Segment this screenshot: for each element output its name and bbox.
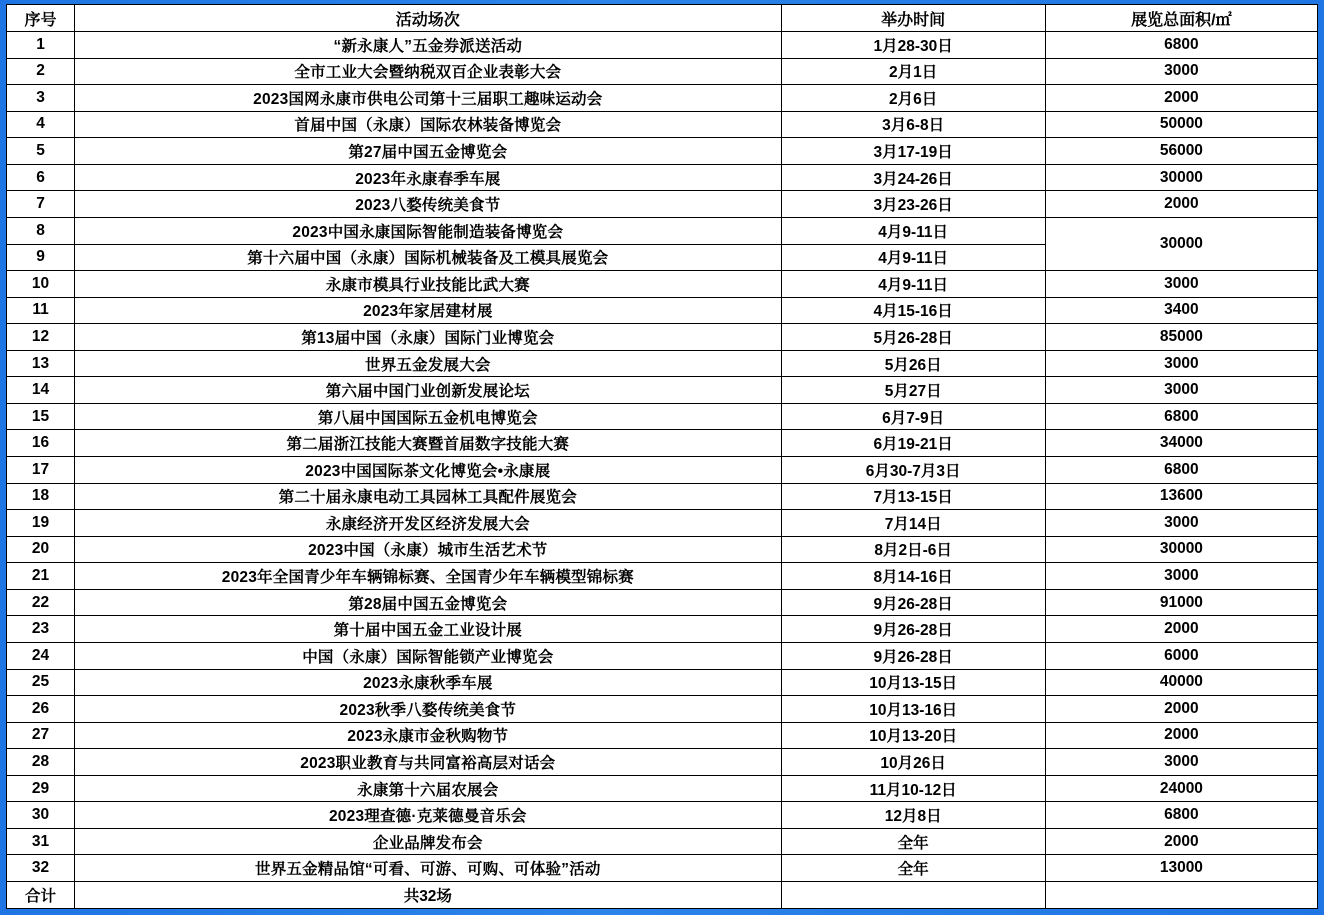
cell-activity-name: 2023国网永康市供电公司第十三届职工趣味运动会 [75,85,782,112]
cell-area: 30000 [1045,217,1317,270]
footer-label: 合计 [7,882,75,909]
cell-date: 5月26-28日 [781,324,1045,351]
cell-date: 4月9-11日 [781,271,1045,298]
cell-area: 85000 [1045,324,1317,351]
cell-date: 10月13-15日 [781,669,1045,696]
cell-date: 2月1日 [781,58,1045,85]
cell-activity-name: 第二十届永康电动工具园林工具配件展览会 [75,483,782,510]
table-row [7,642,1318,669]
cell-activity-name: 第28届中国五金博览会 [75,589,782,616]
cell-date: 全年 [781,828,1045,855]
table-row [7,58,1318,85]
table-row [7,217,1318,244]
cell-area: 91000 [1045,589,1317,616]
table-row [7,32,1318,59]
cell-date: 3月6-8日 [781,111,1045,138]
cell-area: 50000 [1045,111,1317,138]
table-row [7,722,1318,749]
cell-activity-name: 2023秋季八婺传统美食节 [75,696,782,723]
cell-no: 25 [7,669,75,696]
cell-area: 3000 [1045,58,1317,85]
cell-date: 2月6日 [781,85,1045,112]
table-row [7,430,1318,457]
cell-date: 全年 [781,855,1045,882]
cell-no: 10 [7,271,75,298]
table-row [7,164,1318,191]
table-row [7,191,1318,218]
cell-date: 9月26-28日 [781,589,1045,616]
cell-area: 2000 [1045,85,1317,112]
cell-activity-name: 2023年永康春季车展 [75,164,782,191]
cell-date: 9月26-28日 [781,616,1045,643]
cell-activity-name: 2023永康市金秋购物节 [75,722,782,749]
cell-no: 15 [7,403,75,430]
cell-no: 16 [7,430,75,457]
table-row [7,828,1318,855]
cell-area: 40000 [1045,669,1317,696]
cell-date: 7月14日 [781,510,1045,537]
cell-activity-name: 第六届中国门业创新发展论坛 [75,377,782,404]
cell-no: 2 [7,58,75,85]
cell-area: 2000 [1045,696,1317,723]
cell-date: 8月2日-6日 [781,536,1045,563]
cell-date: 10月26日 [781,749,1045,776]
table-row [7,271,1318,298]
cell-no: 3 [7,85,75,112]
cell-date: 1月28-30日 [781,32,1045,59]
cell-no: 32 [7,855,75,882]
cell-area: 2000 [1045,616,1317,643]
activity-schedule-table [6,4,1318,909]
table-row [7,696,1318,723]
table-row [7,563,1318,590]
cell-date: 3月24-26日 [781,164,1045,191]
cell-activity-name: 企业品牌发布会 [75,828,782,855]
header-row [7,5,1318,32]
cell-date: 7月13-15日 [781,483,1045,510]
cell-date: 12月8日 [781,802,1045,829]
header-cell-date: 举办时间 [781,5,1045,32]
cell-date: 10月13-20日 [781,722,1045,749]
cell-area: 13000 [1045,855,1317,882]
cell-area: 30000 [1045,536,1317,563]
cell-no: 12 [7,324,75,351]
cell-area: 3000 [1045,749,1317,776]
cell-no: 22 [7,589,75,616]
cell-date: 8月14-16日 [781,563,1045,590]
table-row [7,111,1318,138]
cell-no: 6 [7,164,75,191]
cell-no: 31 [7,828,75,855]
cell-area: 6800 [1045,32,1317,59]
cell-no: 30 [7,802,75,829]
cell-date: 4月15-16日 [781,297,1045,324]
cell-no: 27 [7,722,75,749]
table-row [7,483,1318,510]
table-row [7,536,1318,563]
cell-date: 9月26-28日 [781,642,1045,669]
cell-date: 4月9-11日 [781,244,1045,271]
cell-area: 3000 [1045,563,1317,590]
cell-activity-name: 永康市模具行业技能比武大赛 [75,271,782,298]
cell-activity-name: 2023年全国青少年车辆锦标赛、全国青少年车辆模型锦标赛 [75,563,782,590]
cell-no: 28 [7,749,75,776]
cell-date: 5月27日 [781,377,1045,404]
cell-activity-name: 2023中国国际茶文化博览会•永康展 [75,457,782,484]
cell-area: 2000 [1045,191,1317,218]
table-row [7,297,1318,324]
cell-activity-name: 世界五金精品馆“可看、可游、可购、可体验”活动 [75,855,782,882]
cell-activity-name: 2023永康秋季车展 [75,669,782,696]
cell-area: 6000 [1045,642,1317,669]
cell-area: 6800 [1045,457,1317,484]
table-row [7,350,1318,377]
cell-activity-name: 中国（永康）国际智能锁产业博览会 [75,642,782,669]
cell-no: 20 [7,536,75,563]
cell-no: 1 [7,32,75,59]
table-header [7,5,1318,32]
cell-area: 3000 [1045,510,1317,537]
footer-date [781,882,1045,909]
footer-total-sessions: 共32场 [75,882,782,909]
table-row [7,85,1318,112]
table-row [7,377,1318,404]
cell-area: 3000 [1045,350,1317,377]
cell-activity-name: 2023中国永康国际智能制造装备博览会 [75,217,782,244]
cell-no: 11 [7,297,75,324]
cell-activity-name: 永康第十六届农展会 [75,775,782,802]
table-row [7,510,1318,537]
cell-activity-name: 第二届浙江技能大赛暨首届数字技能大赛 [75,430,782,457]
cell-no: 5 [7,138,75,165]
cell-date: 11月10-12日 [781,775,1045,802]
cell-no: 17 [7,457,75,484]
table-row [7,749,1318,776]
cell-no: 8 [7,217,75,244]
table-row [7,324,1318,351]
cell-date: 10月13-16日 [781,696,1045,723]
cell-activity-name: 第十届中国五金工业设计展 [75,616,782,643]
cell-area: 2000 [1045,828,1317,855]
cell-activity-name: 2023理查德·克莱德曼音乐会 [75,802,782,829]
table-row [7,616,1318,643]
table-row [7,775,1318,802]
cell-area: 3400 [1045,297,1317,324]
header-cell-no: 序号 [7,5,75,32]
cell-date: 3月23-26日 [781,191,1045,218]
cell-activity-name: 2023中国（永康）城市生活艺术节 [75,536,782,563]
cell-date: 6月7-9日 [781,403,1045,430]
cell-no: 24 [7,642,75,669]
cell-no: 7 [7,191,75,218]
cell-activity-name: 第十六届中国（永康）国际机械装备及工模具展览会 [75,244,782,271]
cell-activity-name: 世界五金发展大会 [75,350,782,377]
cell-area: 24000 [1045,775,1317,802]
table-footer-row [7,882,1318,909]
cell-no: 26 [7,696,75,723]
cell-area: 13600 [1045,483,1317,510]
cell-area: 3000 [1045,271,1317,298]
table-body [7,32,1318,909]
cell-date: 6月19-21日 [781,430,1045,457]
cell-no: 18 [7,483,75,510]
cell-date: 3月17-19日 [781,138,1045,165]
header-cell-area: 展览总面积/㎡ [1045,5,1317,32]
cell-area: 6800 [1045,802,1317,829]
cell-activity-name: 第13届中国（永康）国际门业博览会 [75,324,782,351]
cell-date: 5月26日 [781,350,1045,377]
table-row [7,802,1318,829]
cell-no: 4 [7,111,75,138]
cell-activity-name: 2023职业教育与共同富裕高层对话会 [75,749,782,776]
cell-date: 6月30-7月3日 [781,457,1045,484]
table-row [7,138,1318,165]
table-row [7,669,1318,696]
cell-no: 13 [7,350,75,377]
cell-no: 21 [7,563,75,590]
cell-area: 2000 [1045,722,1317,749]
cell-no: 14 [7,377,75,404]
cell-no: 29 [7,775,75,802]
cell-area: 34000 [1045,430,1317,457]
cell-area: 30000 [1045,164,1317,191]
cell-activity-name: 全市工业大会暨纳税双百企业表彰大会 [75,58,782,85]
cell-activity-name: 第八届中国国际五金机电博览会 [75,403,782,430]
cell-area: 6800 [1045,403,1317,430]
header-cell-name: 活动场次 [75,5,782,32]
cell-no: 23 [7,616,75,643]
footer-area [1045,882,1317,909]
cell-activity-name: 2023八婺传统美食节 [75,191,782,218]
table-row [7,403,1318,430]
cell-date: 4月9-11日 [781,217,1045,244]
cell-activity-name: 第27届中国五金博览会 [75,138,782,165]
cell-area: 3000 [1045,377,1317,404]
cell-activity-name: 2023年家居建材展 [75,297,782,324]
cell-activity-name: 首届中国（永康）国际农林装备博览会 [75,111,782,138]
cell-no: 19 [7,510,75,537]
cell-activity-name: 永康经济开发区经济发展大会 [75,510,782,537]
cell-activity-name: “新永康人”五金券派送活动 [75,32,782,59]
table-row [7,589,1318,616]
table-row [7,457,1318,484]
cell-no: 9 [7,244,75,271]
cell-area: 56000 [1045,138,1317,165]
table-row [7,855,1318,882]
